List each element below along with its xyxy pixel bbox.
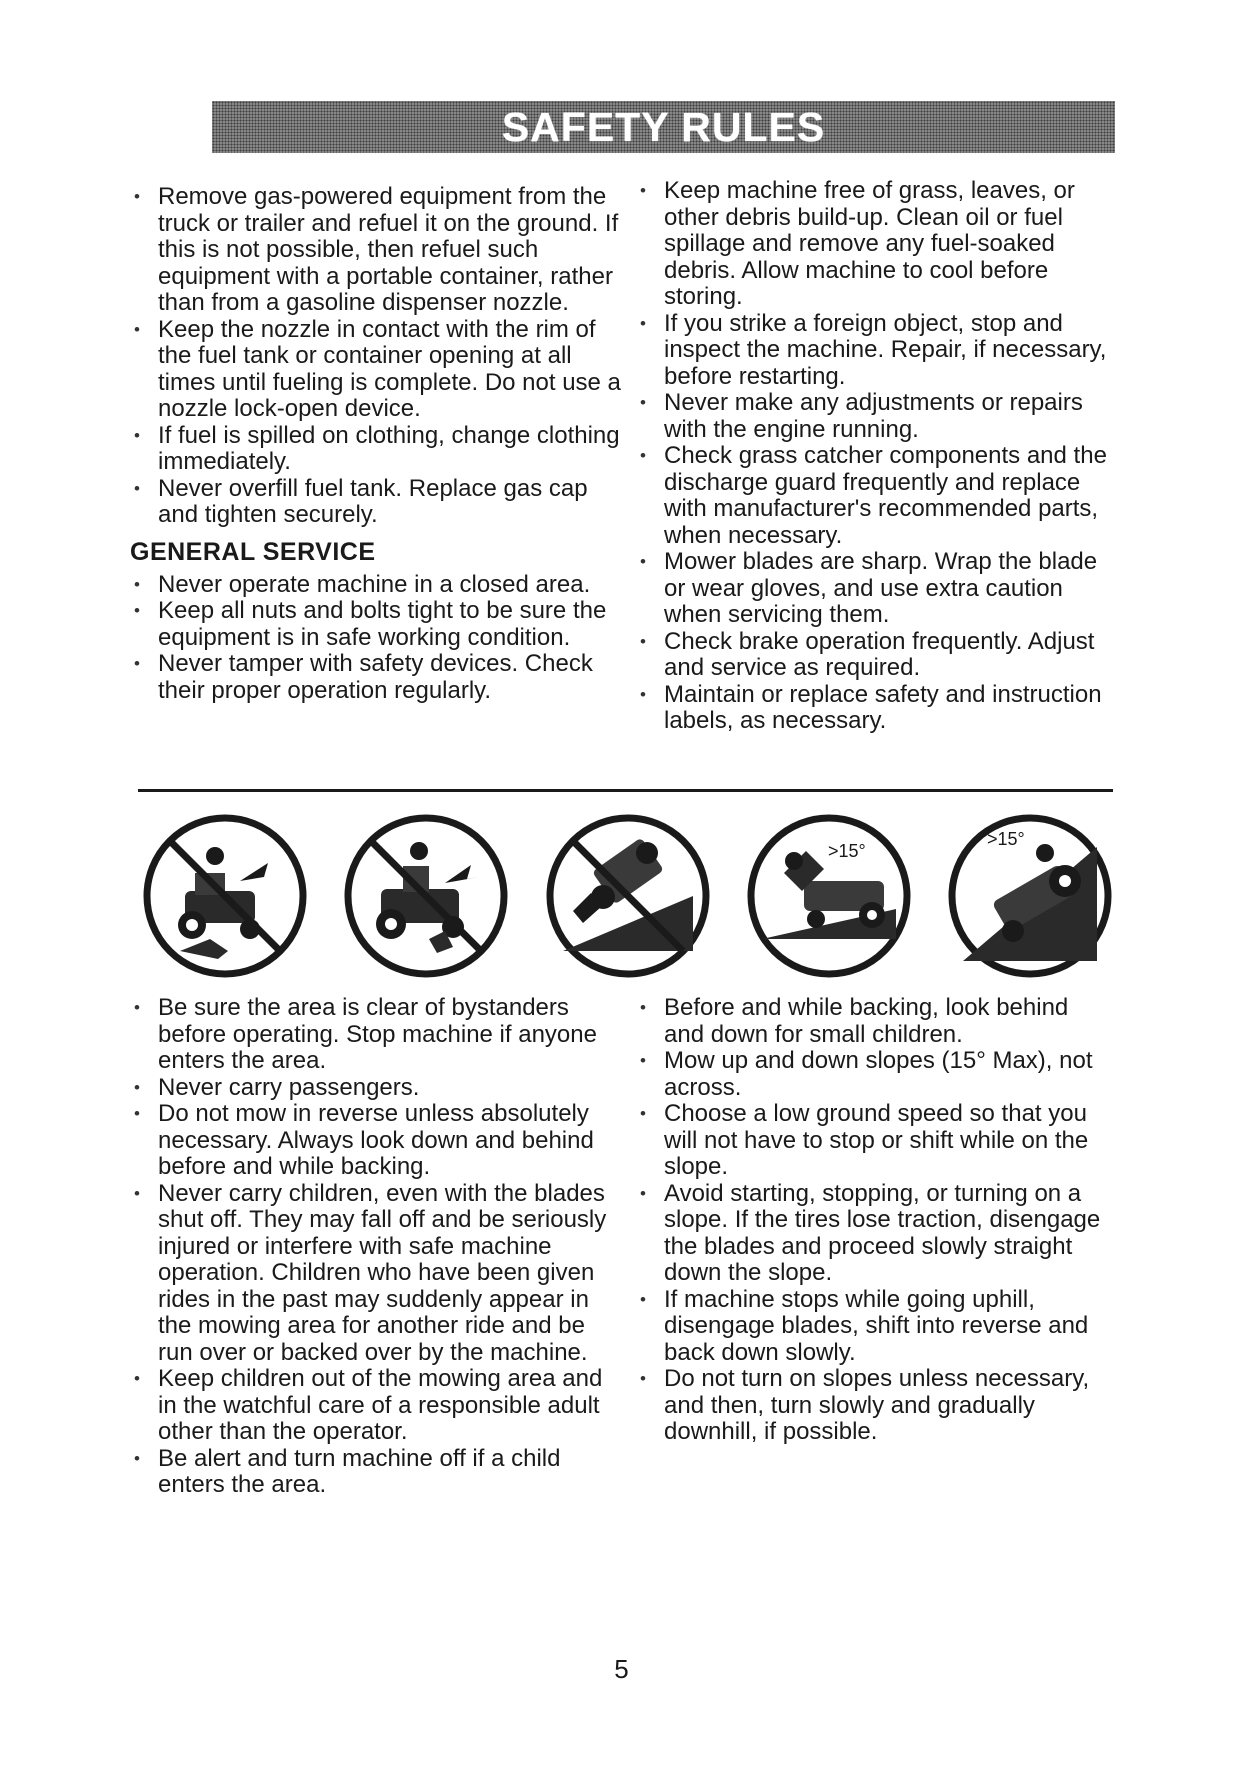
- page-title: SAFETY RULES: [501, 103, 826, 150]
- list-item: • Mower blades are sharp. Wrap the blade or wear gloves, and use extra caution when servicing them.: [636, 549, 1114, 629]
- list-item: • Never overfill fuel tank. Replace gas cap and tighten securely.: [130, 476, 625, 529]
- lower-left-column: [130, 995, 625, 1499]
- list-item: • If you strike a foreign object, stop and inspect the machine. Repair, if necessary, before restarting.: [636, 311, 1114, 391]
- list-item: • Keep all nuts and bolts tight to be sure the equipment is in safe working condition.: [130, 598, 625, 651]
- list-item: • Be alert and turn machine off if a child enters the area.: [130, 1446, 625, 1499]
- list-item: • Maintain or replace safety and instruction labels, as necessary.: [636, 682, 1114, 735]
- general-service-list: [130, 572, 625, 705]
- list-item: • Check brake operation frequently. Adjust and service as required.: [636, 629, 1114, 682]
- list-item: • Never carry passengers.: [130, 1075, 625, 1102]
- list-item: • Keep the nozzle in contact with the rim of the fuel tank or container opening at all times until fueling is complete. Do not use a nozzle lock-open device.: [130, 317, 625, 423]
- list-item: • Mow up and down slopes (15° Max), not across.: [636, 1048, 1114, 1101]
- list-item: • Do not turn on slopes unless necessary, and then, turn slowly and gradually downhill, if possible.: [636, 1366, 1114, 1446]
- safety-pictogram-row: [140, 806, 1115, 986]
- list-item: • Before and while backing, look behind and down for small children.: [636, 995, 1114, 1048]
- list-item: • Choose a low ground speed so that you will not have to stop or shift while on the slope.: [636, 1101, 1114, 1181]
- list-item: • Check grass catcher components and the discharge guard frequently and replace with manufacturer's recommended parts, when necessary.: [636, 443, 1114, 549]
- slope-up-tipping-icon: [744, 811, 914, 981]
- no-bystanders-icon: [140, 811, 310, 981]
- list-item: • Never operate machine in a closed area.: [130, 572, 625, 599]
- no-steep-slope-icon: [543, 811, 713, 981]
- list-item: • Keep children out of the mowing area and in the watchful care of a responsible adult other than the operator.: [130, 1366, 625, 1446]
- upper-left-column: [130, 184, 625, 704]
- no-passengers-icon: [341, 811, 511, 981]
- list-item: • Keep machine free of grass, leaves, or other debris build-up. Clean oil or fuel spillage and remove any fuel-soaked debris. Allow machine to cool before storing.: [636, 178, 1114, 311]
- page-number: 5: [614, 1654, 629, 1684]
- slope-rules-list: [636, 995, 1114, 1446]
- section-heading-general-service: GENERAL SERVICE: [130, 537, 376, 566]
- list-item: • Be sure the area is clear of bystanders before operating. Stop machine if anyone enters the area.: [130, 995, 625, 1075]
- slope-across-tipping-icon: [945, 811, 1115, 981]
- list-item: • Never make any adjustments or repairs with the engine running.: [636, 390, 1114, 443]
- list-item: • Avoid starting, stopping, or turning on a slope. If the tires lose traction, disengage the blades and proceed slowly straight down the slope.: [636, 1181, 1114, 1287]
- maintenance-rules-list: [636, 178, 1114, 735]
- fuel-rules-list: [130, 184, 625, 529]
- bystander-rules-list: [130, 995, 625, 1499]
- lower-right-column: [636, 995, 1114, 1446]
- list-item: • If machine stops while going uphill, disengage blades, shift into reverse and back down slowly.: [636, 1287, 1114, 1367]
- list-item: • Never tamper with safety devices. Check their proper operation regularly.: [130, 651, 625, 704]
- upper-right-column: [636, 178, 1114, 735]
- safety-rules-banner: [212, 101, 1115, 153]
- section-divider: [138, 789, 1113, 792]
- list-item: • Do not mow in reverse unless absolutely necessary. Always look down and behind before and while backing.: [130, 1101, 625, 1181]
- list-item: • Remove gas-powered equipment from the truck or trailer and refuel it on the ground. If this is not possible, then refuel such equipment with a portable container, rather than from a gasoline dispenser nozzle.: [130, 184, 625, 317]
- slope-angle-label: >15°: [987, 829, 1025, 849]
- slope-angle-label: >15°: [827, 841, 866, 861]
- list-item: • If fuel is spilled on clothing, change clothing immediately.: [130, 423, 625, 476]
- list-item: • Never carry children, even with the blades shut off. They may fall off and be seriously injured or interfere with safe machine operation. Children who have been given rides in the past may suddenly appear in the mowing area for another ride and be run over or backed over by the machine.: [130, 1181, 625, 1367]
